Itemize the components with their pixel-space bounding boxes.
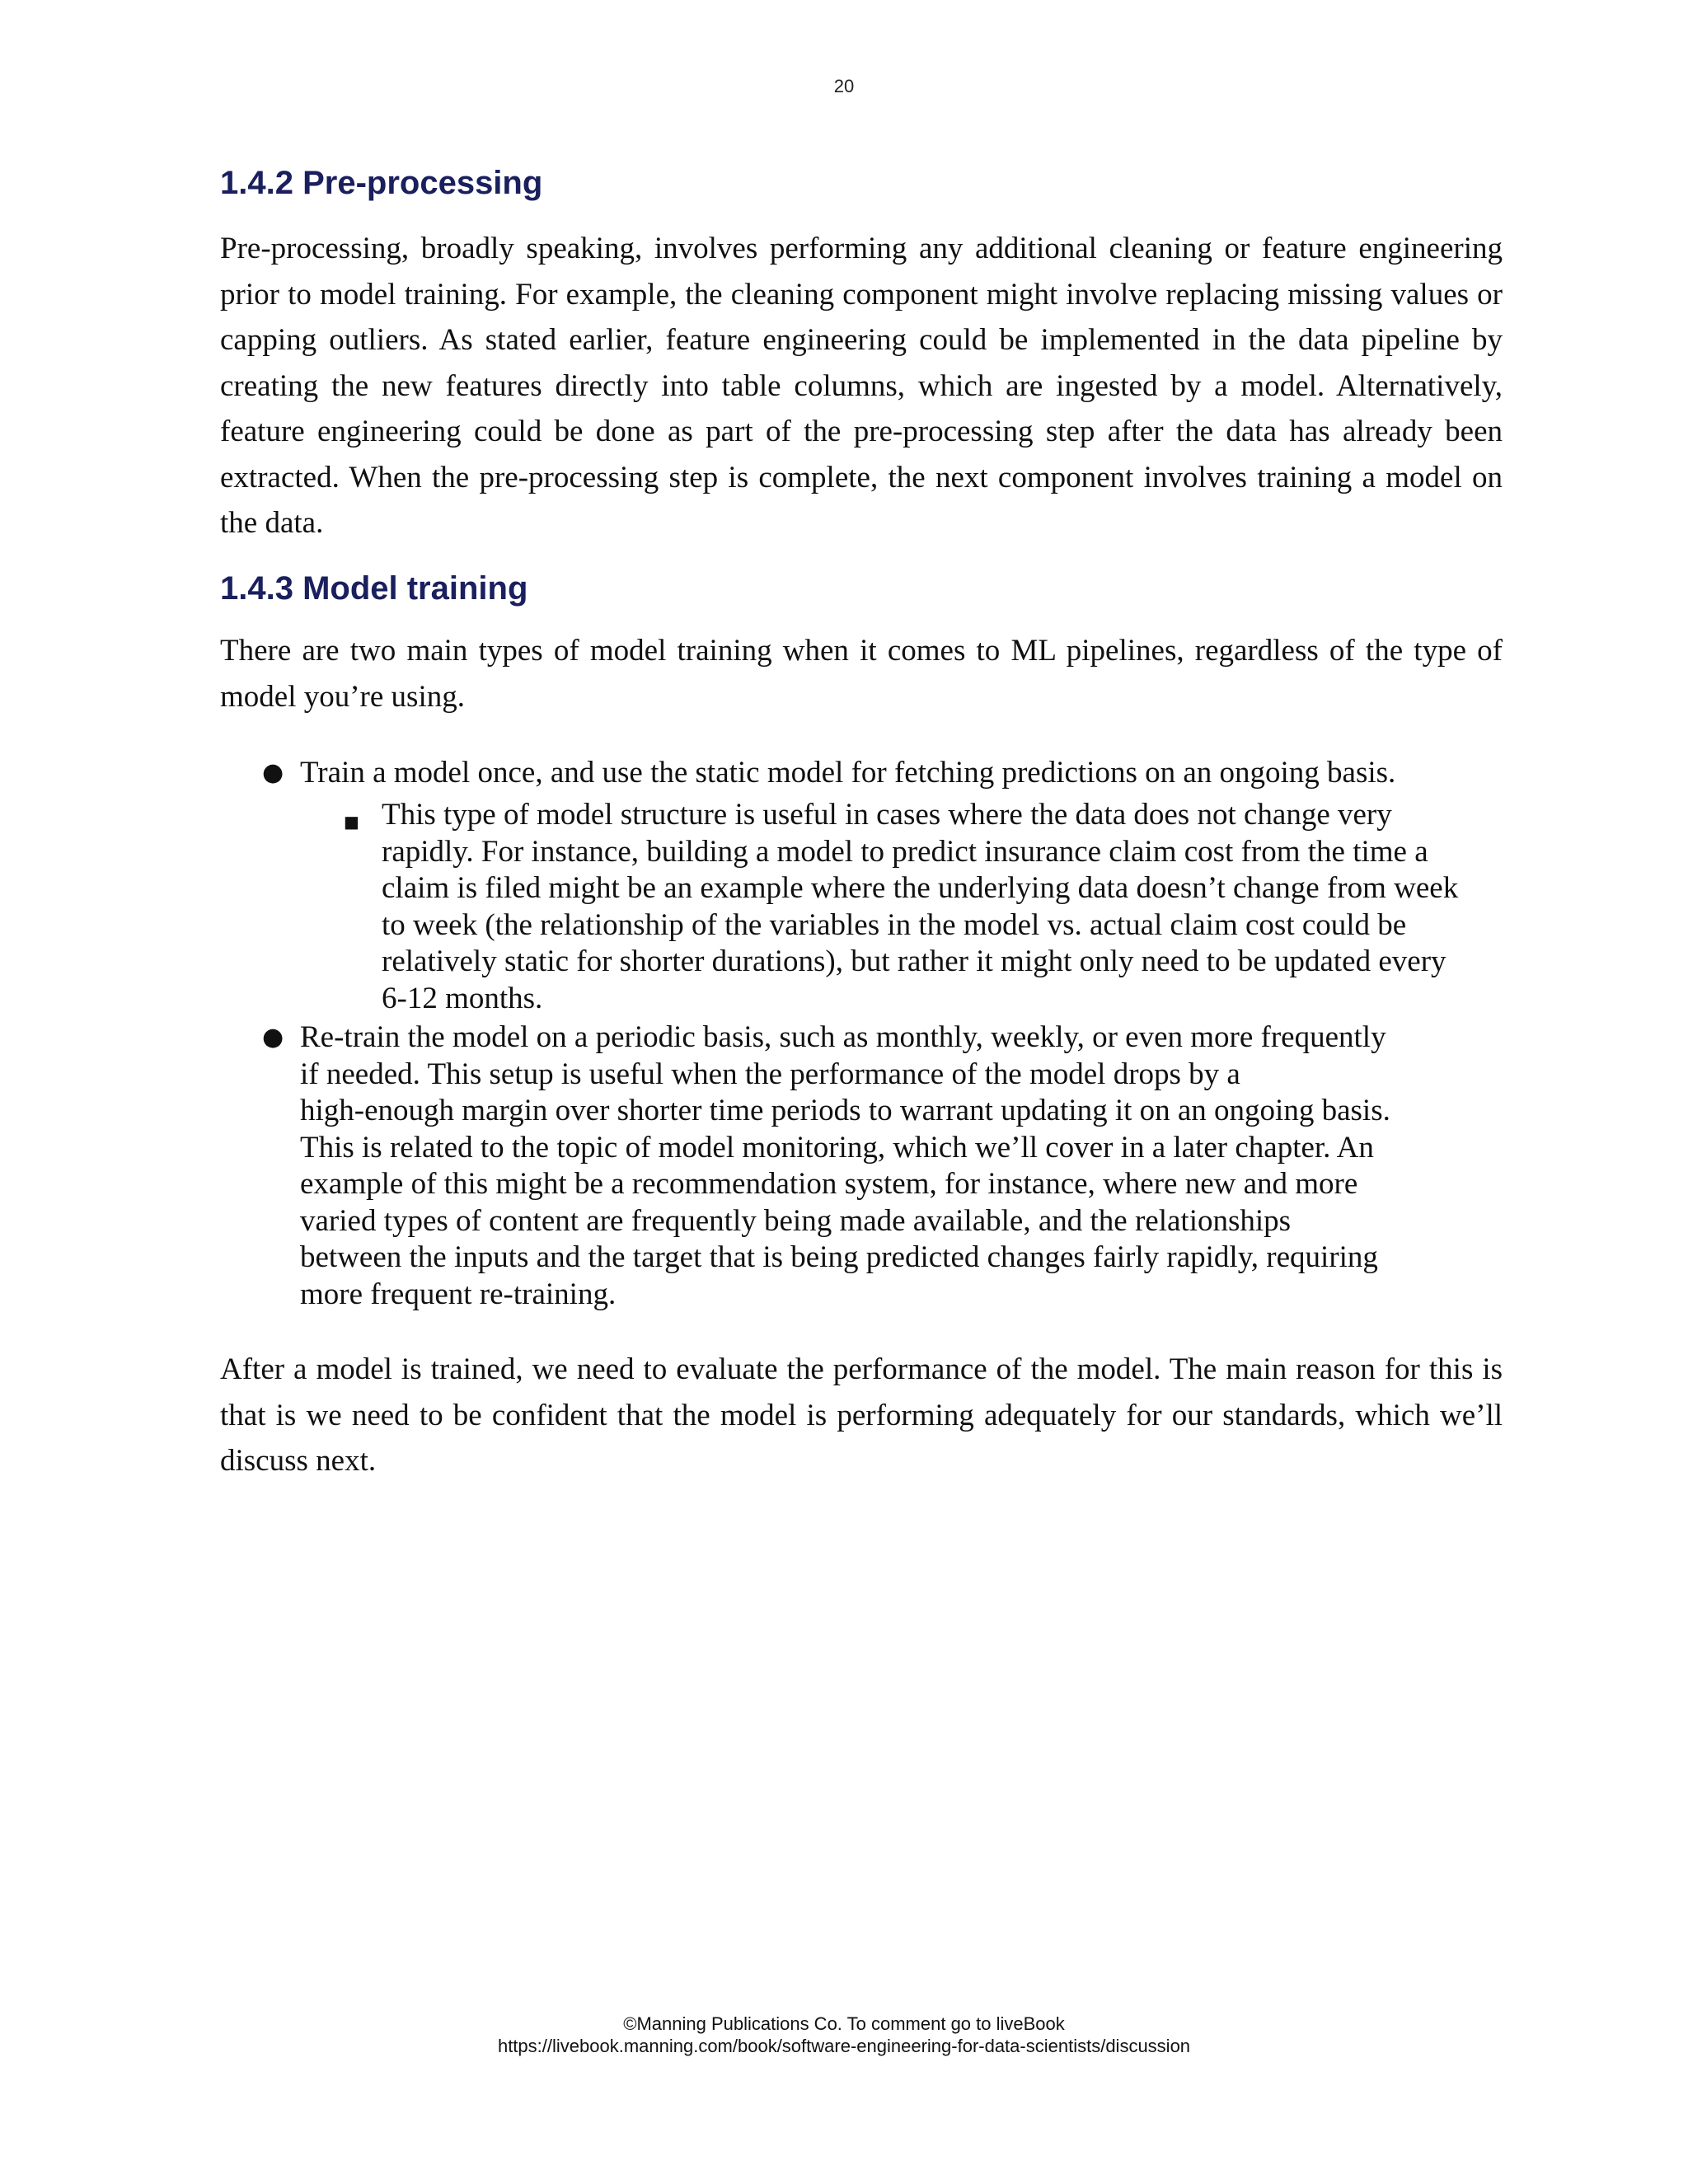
bullet-line: high-enough margin over shorter time periods to warrant updating it on an ongoing basis. (300, 1094, 1390, 1127)
paragraph-line: There are two main types of model training when it comes to ML pipelines, regardless of the (220, 634, 1404, 668)
bullet-line: Train a model once, and use the static model for fetching predictions on an ongoing basis. (300, 756, 1396, 790)
paragraph-line: this is that is we need to be confident that the model is performing adequately for our standards, (220, 1352, 1503, 1432)
bullet-line: Re-train the model on a periodic basis, such as monthly, weekly, or even more frequently (300, 1020, 1386, 1054)
bullet-line: relatively static for shorter durations), but rather it might only need to be updated every (382, 944, 1447, 978)
bullet-line: This type of model structure is useful in cases where the data does not change very (382, 798, 1392, 832)
page-number: 20 (833, 76, 855, 96)
bullet-line: between the inputs and the target that is being predicted changes fairly rapidly, requiring (300, 1240, 1378, 1274)
paragraph-line: complete, the next component involves training a model on the data. (220, 460, 1503, 540)
model-training-intro-paragraph (220, 628, 1503, 719)
footer (0, 2013, 1688, 2057)
square-bullet-icon: ■ (344, 812, 359, 832)
paragraph-line: implemented in the data pipeline by creating the new features directly into table columns, which (220, 323, 1503, 403)
bullet-item-train-once (262, 755, 1553, 792)
bullet-line: to week (the relationship of the variables in the model vs. actual claim cost could be (382, 907, 1407, 942)
paragraph-line: are ingested by a model. Alternatively, feature engineering could be done as part of the (220, 368, 1503, 448)
paragraph-line: which we’ll discuss next. (220, 1398, 1503, 1478)
bullet-line: This is related to the topic of model monitoring, which we’ll cover in a later chapter. An (300, 1130, 1374, 1165)
paragraph-line: type of model you’re using. (220, 634, 1503, 714)
pre-processing-paragraph (220, 226, 1503, 546)
paragraph-line: Pre-processing, broadly speaking, involves performing any additional cleaning or feature (220, 232, 1347, 265)
paragraph-line: pre-processing step after the data has already been extracted. When the pre-processing step is (220, 415, 1503, 494)
bullet-line: if needed. This setup is useful when the performance of the model drops by a (300, 1057, 1240, 1091)
section-heading-model-training: 1.4.3 Model training (220, 570, 528, 607)
bullet-line: example of this might be a recommendation system, for instance, where new and more (300, 1167, 1358, 1201)
bullet-line: varied types of content are frequently being made available, and the relationships (300, 1203, 1292, 1238)
bullet-line: rapidly. For instance, building a model to predict insurance claim cost from the time a (382, 834, 1428, 869)
footer-copyright: ©Manning Publications Co. To comment go to liveBook (623, 2013, 1065, 2034)
sub-bullet-item-static-model (344, 797, 1618, 1017)
bullet-item-retrain (262, 1019, 1553, 1313)
paragraph-line: replacing missing values or capping outliers. As stated earlier, feature engineering could be (220, 277, 1503, 357)
footer-discussion-link[interactable]: https://livebook.manning.com/book/software-engineering-for-data-scientists/discussion (497, 2036, 1191, 2056)
bullet-line: 6-12 months. (382, 981, 543, 1015)
bullet-line: more frequent re-training. (300, 1277, 617, 1311)
paragraph-line: engineering prior to model training. For example, the cleaning component might involve (220, 232, 1503, 312)
bullet-dot-icon: ● (262, 1023, 284, 1052)
bullet-dot-icon: ● (262, 758, 284, 787)
closing-paragraph (220, 1347, 1503, 1484)
bullet-line: claim is filed might be an example where the underlying data doesn’t change from week (382, 871, 1459, 905)
paragraph-line: After a model is trained, we need to evaluate the performance of the model. The main reason for (220, 1352, 1420, 1386)
section-heading-pre-processing: 1.4.2 Pre-processing (220, 165, 543, 201)
